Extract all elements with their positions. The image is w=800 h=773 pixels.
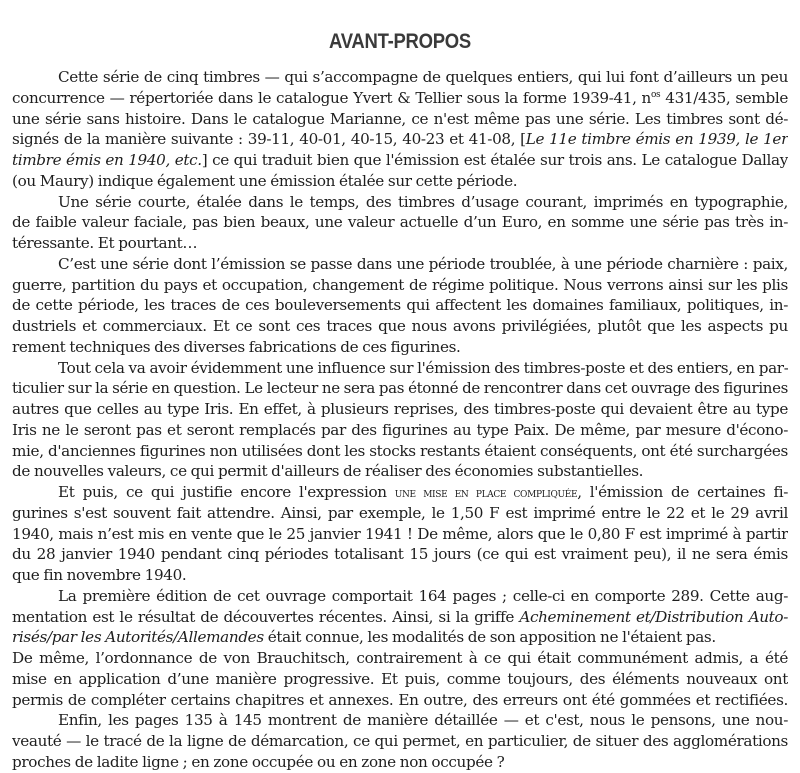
text-run: (ou Maury) indique également une émission étalée sur cette période. <box>12 171 518 190</box>
italic-run: risés/par les Autorités/Allemandes <box>12 628 264 647</box>
text-line <box>12 565 788 586</box>
text-run: C’est une série dont l’émission se passe dans une période troublée, à une période charnière : paix, <box>58 254 788 273</box>
text-line <box>12 171 788 192</box>
text-line <box>12 316 788 337</box>
text-line <box>12 482 788 503</box>
text-run: ticulier sur la série en question. Le lecteur ne sera pas étonné de rencontrer dans cet ouvrage des figurines <box>12 379 788 398</box>
text-run: proches de ladite ligne ; en zone occupée ou en zone non occupée ? <box>12 752 505 771</box>
text-run: mise en application d’une manière progressive. Et puis, comme toujours, des éléments nouveaux ont <box>12 669 788 688</box>
document-body <box>12 67 788 773</box>
text-run: rement techniques des diverses fabrications de ces figurines. <box>12 337 461 356</box>
text-run: de faible valeur faciale, pas bien beaux, une valeur actuelle d’un Euro, en somme une série pas très in- <box>12 213 788 232</box>
text-line <box>12 544 788 565</box>
text-line <box>12 690 788 711</box>
text-run: de cette période, les traces de ces bouleversements qui affectent les domaines familiaux, politiques, in- <box>12 296 788 315</box>
text-run: veauté — le tracé de la ligne de démarcation, ce qui permet, en particulier, de situer des agglomérations <box>12 732 788 750</box>
text-run: Une série courte, étalée dans le temps, des timbres d’usage courant, imprimés en typographie, <box>58 192 788 211</box>
text-run: signés de la manière suivante : 39-11, 40-01, 40-15, 40-23 et 41-08, [ <box>12 130 526 149</box>
text-run: De même, l’ordonnance de von Brauchitsch, contrairement à ce qui était communément admis, a été <box>12 649 788 667</box>
text-run: concurrence — répertoriée dans le catalogue Yvert & Tellier sous la forme 1939-41, n <box>12 88 651 107</box>
text-run: de nouvelles valeurs, ce qui permit d'ailleurs de réaliser des économies substantielles. <box>12 462 644 481</box>
text-run: mentation est le résultat de découvertes récentes. Ainsi, si la griffe <box>12 607 520 626</box>
text-line <box>12 233 788 254</box>
text-line <box>12 150 788 171</box>
text-line <box>12 503 788 524</box>
text-run: Enfin, les pages 135 à 145 montrent de manière détaillée — et c'est, nous le pensons, une nou- <box>58 711 788 730</box>
italic-run: Acheminement et/Distribution Auto- <box>519 607 788 626</box>
text-line <box>12 524 788 545</box>
text-run: , l'émission de certaines fi- <box>577 483 788 501</box>
text-run: Iris ne le seront pas et seront remplacés par des figurines au type Paix. De même, par mesure d'écono- <box>12 420 788 439</box>
italic-run: Le 11e timbre émis en 1939, le 1er <box>525 130 788 149</box>
text-line <box>12 399 788 420</box>
text-run: gurines s'est souvent fait attendre. Ainsi, par exemple, le 1,50 F est imprimé entre le 22 et le 29 avril <box>12 503 788 522</box>
text-run: dustriels et commerciaux. Et ce sont ces traces que nous avons privilégiées, plutôt que les aspects pu <box>12 317 788 335</box>
text-run: Et puis, ce qui justifie encore l'expression <box>58 483 395 501</box>
text-run: guerre, partition du pays et occupation, changement de régime politique. Nous verrons ainsi sur les plis <box>12 275 788 294</box>
text-line <box>12 752 788 773</box>
text-line <box>12 441 788 462</box>
text-line <box>12 378 788 399</box>
text-line <box>12 109 788 130</box>
text-line <box>12 358 788 379</box>
text-run: du 28 janvier 1940 pendant cinq périodes totalisant 15 jours (ce qui est vraiment peu), il ne sera émis <box>12 545 788 564</box>
text-line <box>12 420 788 441</box>
text-line <box>12 731 788 752</box>
text-run: autres que celles au type Iris. En effet, à plusieurs reprises, des timbres-poste qui devaient être au type <box>12 400 788 418</box>
text-line <box>12 212 788 233</box>
text-run: Tout cela va avoir évidemment une influence sur l'émission des timbres-poste et des entiers, en par- <box>58 358 788 377</box>
text-run: était connue, les modalités de son apposition ne l'étaient pas. <box>263 628 716 647</box>
superscript: os <box>650 89 661 100</box>
text-run: La première édition de cet ouvrage comportait 164 pages ; celle-ci en comporte 289. Cette aug- <box>58 586 788 605</box>
italic-run: timbre émis en 1940, etc. <box>12 151 202 169</box>
text-line <box>12 710 788 731</box>
text-run: 1940, mais n’est mis en vente que le 25 janvier 1941 ! De même, alors que le 0,80 F est imprimé à partir <box>12 524 788 543</box>
text-line <box>12 67 788 88</box>
text-line <box>12 669 788 690</box>
text-line <box>12 192 788 213</box>
text-line <box>12 129 788 150</box>
page-title: AVANT-PROPOS <box>329 30 471 53</box>
text-run: permis de compléter certains chapitres et annexes. En outre, des erreurs ont été gommées et rectifiées. <box>12 690 788 709</box>
text-line <box>12 337 788 358</box>
text-run: 431/435, semble <box>660 88 788 107</box>
text-line <box>12 648 788 669</box>
text-run: téressante. Et pourtant… <box>12 234 198 252</box>
text-run: Cette série de cinq timbres — qui s’accompagne de quelques entiers, qui lui font d’ailleurs un peu <box>58 68 788 86</box>
small-caps-run: une mise en place compliquée <box>394 486 578 501</box>
text-line <box>12 461 788 482</box>
text-run: mie, d'anciennes figurines non utilisées dont les stocks restants étaient conséquents, ont été surchargées <box>12 441 788 460</box>
text-line <box>12 627 788 648</box>
text-run: que fin novembre 1940. <box>12 566 187 584</box>
text-line <box>12 254 788 275</box>
text-line <box>12 607 788 628</box>
text-line <box>12 88 788 109</box>
text-run: une série sans histoire. Dans le catalogue Marianne, ce n'est même pas une série. Les timbres sont dé- <box>12 109 788 128</box>
text-line <box>12 295 788 316</box>
text-run: ] ce qui traduit bien que l'émission est étalée sur trois ans. Le catalogue Dallay <box>201 151 788 169</box>
text-line <box>12 275 788 296</box>
text-line <box>12 586 788 607</box>
